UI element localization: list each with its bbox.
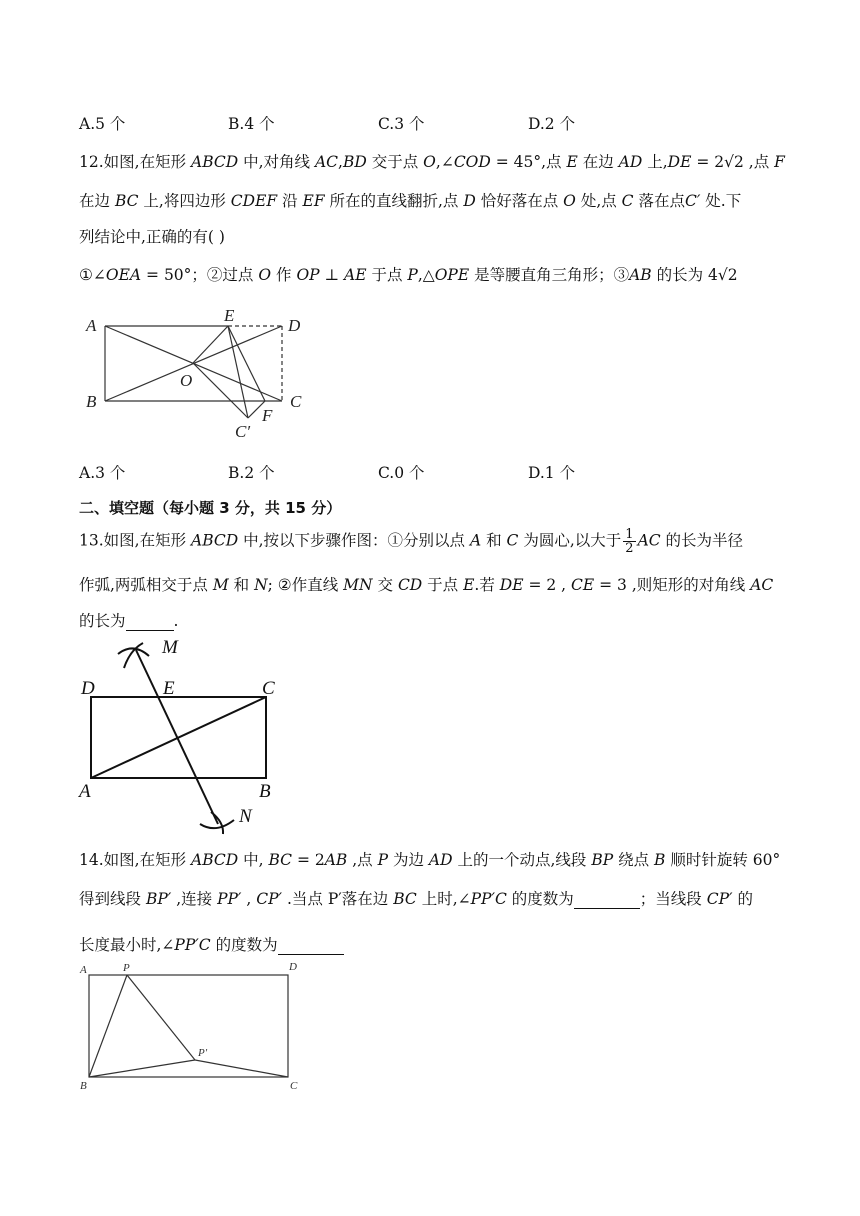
q14-label-p: P [123,962,130,974]
q11-option-d: D.2 个 [528,115,576,133]
q13-label-c: C [262,678,275,699]
q14-label-c: C [290,1080,298,1092]
q13-label-d: D [81,678,95,699]
q14-segment-pp1 [127,975,195,1060]
q12-label-e: E [224,306,235,325]
q12-line-3: 列结论中,正确的有( ) [79,228,225,246]
q14-segment-bp [89,975,127,1077]
q12-label-c-prime: C′ [235,422,251,441]
q13-label-m: M [162,637,178,658]
q12-option-d: D.1 个 [528,464,576,482]
q14-line-2: 得到线段 BP′ ,连接 PP′ , CP′ .当点 P′落在边 BC 上时,∠PP′C 的度数为 ；当线段 CP′ 的 [79,890,753,908]
q12-label-c: C [290,392,302,411]
q13-line-1: 13.如图,在矩形 ABCD 中,按以下步骤作图：①分别以点 A 和 C 为圆心,以大于 $\frac{1}{2}$ AC 的长为半径 [79,527,744,556]
q14-segment-bp1 [89,1060,195,1077]
q11-option-b: B.4 个 [228,115,275,133]
q12-label-f: F [262,406,273,425]
q14-line-1: 14.如图,在矩形 ABCD 中, BC = 2AB ,点 P 为边 AD 上的一个动点,线段 BP 绕点 B 顺时针旋转 60° [79,851,781,869]
q12-line-4: ①∠OEA = 50°；②过点 O 作 OP ⊥ AE 于点 P,△OPE 是等腰直角三角形；③AB 的长为 4√2 [79,266,738,284]
q14-label-b: B [80,1080,87,1092]
q11-option-c: C.3 个 [378,115,425,133]
q12-label-d: D [288,316,301,335]
q13-label-n: N [239,806,252,827]
q12-label-b: B [86,392,97,411]
q12-label-a: A [86,316,97,335]
q14-label-a: A [80,964,87,976]
q14-label-d: D [289,961,297,973]
q11-option-a: A.5 个 [79,115,126,133]
q12-option-b: B.2 个 [228,464,275,482]
q12-line-2: 在边 BC 上,将四边形 CDEF 沿 EF 所在的直线翻折,点 D 恰好落在点 O 处,点 C 落在点C′ 处.下 [79,192,742,210]
q13-line-3: 的长为 . [79,612,179,630]
q13-label-b: B [259,781,271,802]
q12-option-c: C.0 个 [378,464,425,482]
section-2-heading: 二、填空题（每小题 3 分，共 15 分） [79,499,342,517]
q14-line-3: 长度最小时,∠PP′C 的度数为 [79,933,344,955]
q13-fraction: $\frac{1}{2}$ [625,527,634,556]
q12-label-o: O [180,371,193,390]
q14-label-p-prime: P′ [198,1047,208,1059]
q13-line-2: 作弧,两弧相交于点 M 和 N; ②作直线 MN 交 CD 于点 E.若 DE = 2 , CE = 3 ,则矩形的对角线 AC [79,576,774,594]
q14-segment-cp1 [195,1060,288,1077]
q14-rectangle [89,975,288,1077]
q12-option-a: A.3 个 [79,464,126,482]
q13-label-a: A [79,781,91,802]
q12-line-1: 12.如图,在矩形 ABCD 中,对角线 AC,BD 交于点 O,∠COD = 45°,点 E 在边 AD 上,DE = 2√2 ,点 F [79,153,785,171]
q13-label-e: E [163,678,175,699]
